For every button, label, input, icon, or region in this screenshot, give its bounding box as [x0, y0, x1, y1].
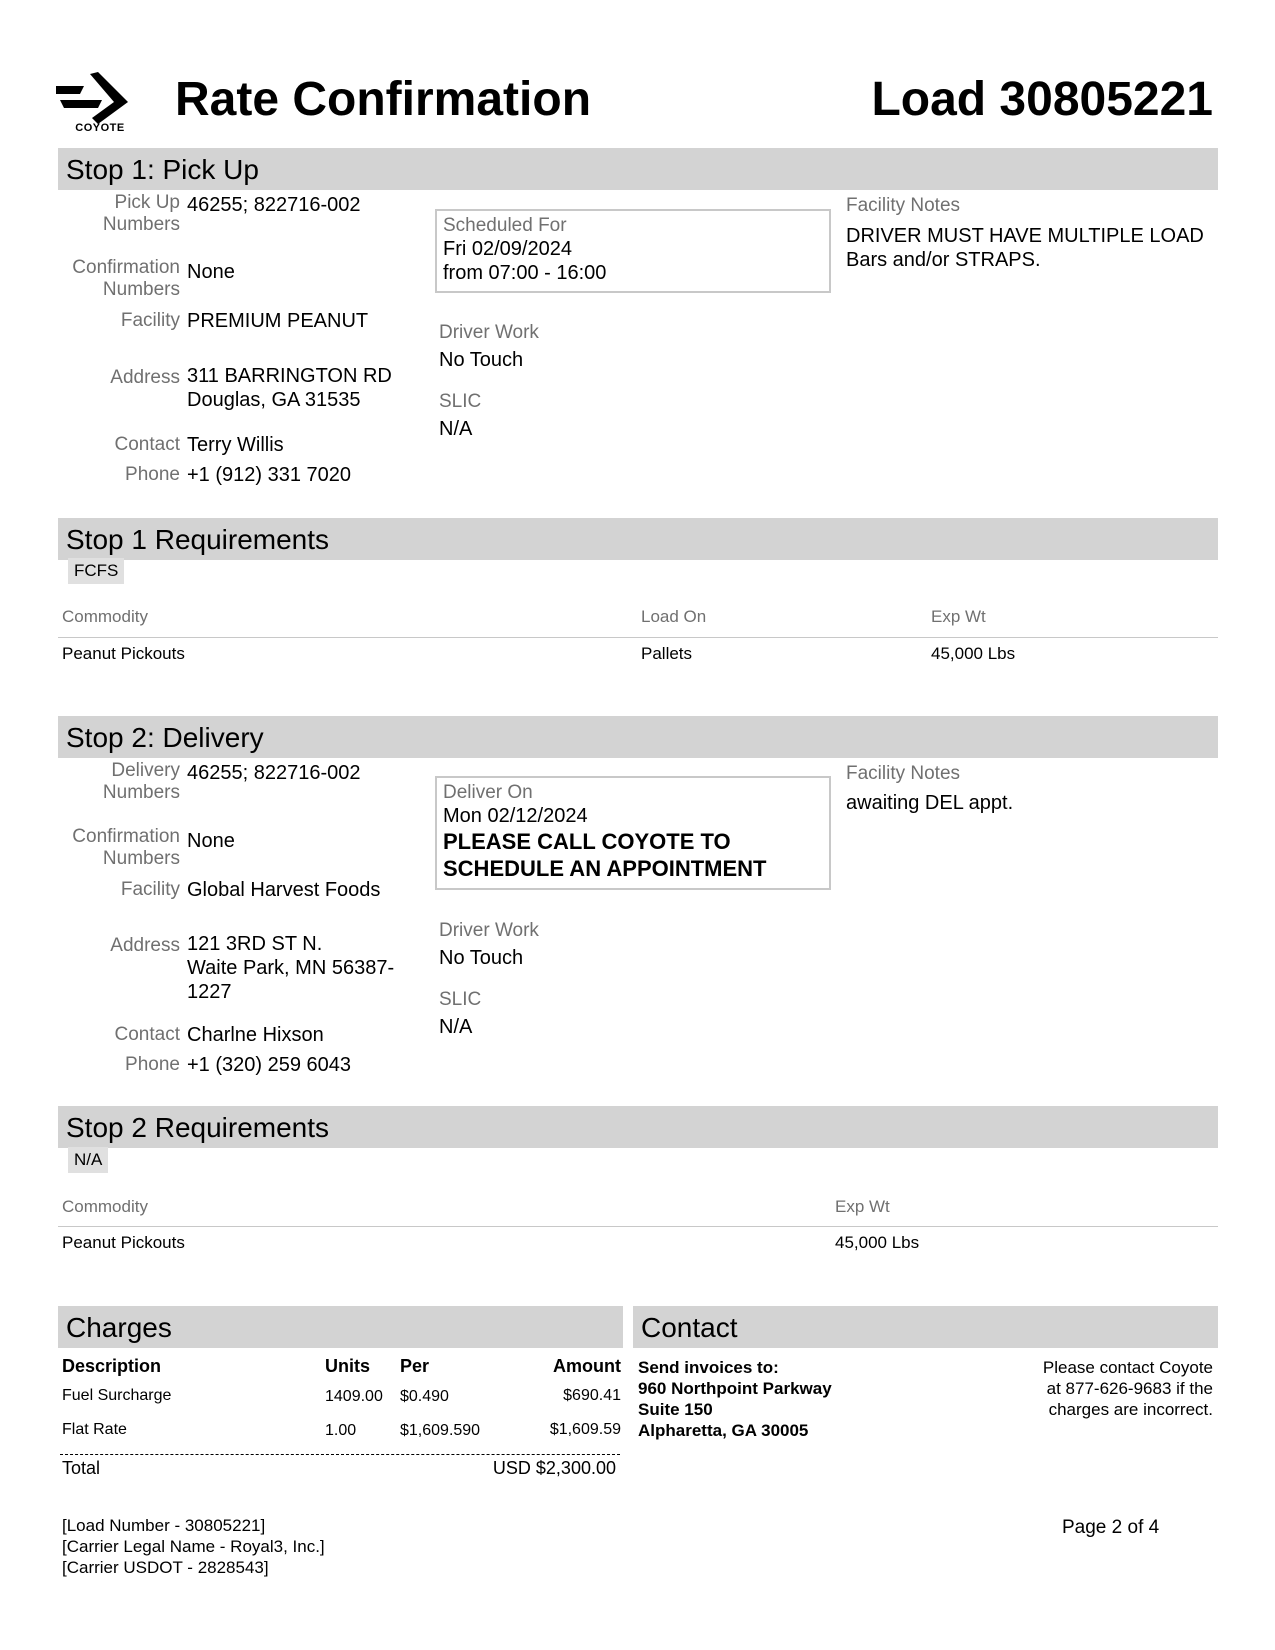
stop1-numbers: 46255; 822716-002: [187, 194, 361, 216]
stop1-driver-work-label: Driver Work: [439, 322, 539, 343]
stop1-table-divider: [58, 637, 1218, 638]
stop2-commodity: Peanut Pickouts: [62, 1233, 185, 1252]
charge-row-per: $0.490: [400, 1388, 449, 1405]
stop1-req-heading-bar: [58, 518, 1218, 560]
charges-col-amount: Amount: [553, 1356, 621, 1376]
charge-row-units: 1.00: [325, 1422, 357, 1439]
stop2-slic-label: SLIC: [439, 989, 482, 1010]
stop1-heading-bar: [58, 148, 1218, 190]
stop2-driver-work: No Touch: [439, 947, 524, 969]
stop1-facility-notes-label: Facility Notes: [846, 195, 961, 216]
charge-row-amount: $1,609.59: [549, 1421, 621, 1438]
charges-total-value: USD $2,300.00: [492, 1458, 616, 1478]
charge-row-description: Fuel Surcharge: [62, 1387, 172, 1404]
charges-col-units: Units: [325, 1356, 370, 1376]
stop1-contact-label: Contact: [114, 434, 180, 455]
charges-total-label: Total: [62, 1458, 101, 1478]
stop1-facility: PREMIUM PEANUT: [187, 310, 369, 332]
stop2-address-label: Address: [110, 935, 180, 956]
stop2-deliver-box: Deliver On Mon 02/12/2024 PLEASE CALL COYOTE TO SCHEDULE AN APPOINTMENT: [435, 776, 831, 890]
stop1-address-label: Address: [110, 367, 180, 388]
stop2-heading-bar: [58, 716, 1218, 758]
stop1-numbers-label: Pick Up Numbers: [102, 192, 180, 235]
stop1-phone-label: Phone: [125, 464, 180, 485]
stop2-req-heading: Stop 2 Requirements: [66, 1112, 330, 1143]
stop2-confirmation-label: Confirmation Numbers: [72, 826, 180, 869]
stop1-load-on: Pallets: [641, 644, 693, 663]
stop2-req-tag: N/A: [68, 1147, 108, 1173]
stop1-col-exp-wt: Exp Wt: [931, 607, 986, 626]
stop2-driver-work-label: Driver Work: [439, 920, 539, 941]
stop2-heading: Stop 2: Delivery: [66, 722, 264, 753]
stop2-facility-label: Facility: [120, 879, 180, 900]
stop2-col-exp-wt: Exp Wt: [835, 1197, 890, 1216]
stop1-exp-wt: 45,000 Lbs: [931, 644, 1016, 663]
stop1-slic-label: SLIC: [439, 391, 482, 412]
stop1-driver-work: No Touch: [439, 349, 524, 371]
stop2-req-heading-bar: [58, 1106, 1218, 1148]
stop2-phone: +1 (320) 259 6043: [187, 1054, 352, 1076]
charge-row-units: 1409.00: [325, 1388, 383, 1405]
page-number: Page 2 of 4: [1062, 1517, 1160, 1538]
charge-row-per: $1,609.590: [400, 1422, 481, 1439]
stop2-address: 121 3RD ST N. Waite Park, MN 56387- 1227: [187, 933, 395, 1003]
charges-heading: Charges: [66, 1312, 172, 1343]
footer-carrier-info: [Load Number - 30805221] [Carrier Legal Name - Royal3, Inc.] [Carrier USDOT - 2828543]: [62, 1516, 325, 1577]
stop1-col-commodity: Commodity: [62, 607, 148, 626]
stop2-phone-label: Phone: [125, 1054, 180, 1075]
stop1-contact: Terry Willis: [187, 434, 284, 456]
stop2-contact-label: Contact: [114, 1024, 180, 1045]
stop1-heading: Stop 1: Pick Up: [66, 154, 259, 185]
contact-heading-bar: [633, 1306, 1218, 1348]
page-title: Rate Confirmation: [175, 73, 592, 126]
contact-invoice-address: Send invoices to: 960 Northpoint Parkway Suite 150 Alpharetta, GA 30005: [638, 1358, 832, 1440]
stop1-facility-notes: DRIVER MUST HAVE MULTIPLE LOAD Bars and/or STRAPS.: [846, 225, 1204, 271]
stop2-exp-wt: 45,000 Lbs: [835, 1233, 920, 1252]
stop2-contact: Charlne Hixson: [187, 1024, 324, 1046]
charge-row-amount: $690.41: [563, 1387, 621, 1404]
stop1-slic: N/A: [439, 418, 473, 440]
stop1-confirmation: None: [187, 261, 235, 283]
stop1-req-tag: FCFS: [68, 558, 124, 584]
stop1-phone: +1 (912) 331 7020: [187, 464, 352, 486]
charges-heading-bar: [58, 1306, 623, 1348]
stop2-numbers-label: Delivery Numbers: [102, 760, 180, 803]
stop1-address: 311 BARRINGTON RD Douglas, GA 31535: [187, 365, 392, 411]
stop2-facility: Global Harvest Foods: [187, 879, 381, 901]
stop2-col-commodity: Commodity: [62, 1197, 148, 1216]
charges-col-description: Description: [62, 1356, 162, 1376]
stop2-slic: N/A: [439, 1016, 473, 1038]
logo-text: COYOTE: [75, 122, 125, 134]
contact-note: Please contact Coyote at 877-626-9683 if the charges are incorrect.: [1042, 1358, 1213, 1419]
stop1-confirmation-label: Confirmation Numbers: [72, 257, 180, 300]
charge-row-description: Flat Rate: [62, 1421, 127, 1438]
stop1-col-load-on: Load On: [641, 607, 707, 626]
stop2-confirmation: None: [187, 830, 235, 852]
charges-col-per: Per: [400, 1356, 430, 1376]
stop2-numbers: 46255; 822716-002: [187, 762, 361, 784]
contact-heading: Contact: [641, 1312, 738, 1343]
stop2-table-divider: [58, 1226, 1218, 1227]
load-number-title: Load 30805221: [871, 73, 1213, 126]
charges-total-divider: [60, 1454, 620, 1455]
stop1-commodity: Peanut Pickouts: [62, 644, 185, 663]
stop2-facility-notes-label: Facility Notes: [846, 763, 961, 784]
stop1-facility-label: Facility: [120, 310, 180, 331]
stop1-schedule-box: Scheduled For Fri 02/09/2024 from 07:00 - 16:00: [435, 209, 831, 293]
stop2-facility-notes: awaiting DEL appt.: [846, 792, 1014, 814]
stop1-req-heading: Stop 1 Requirements: [66, 524, 330, 555]
